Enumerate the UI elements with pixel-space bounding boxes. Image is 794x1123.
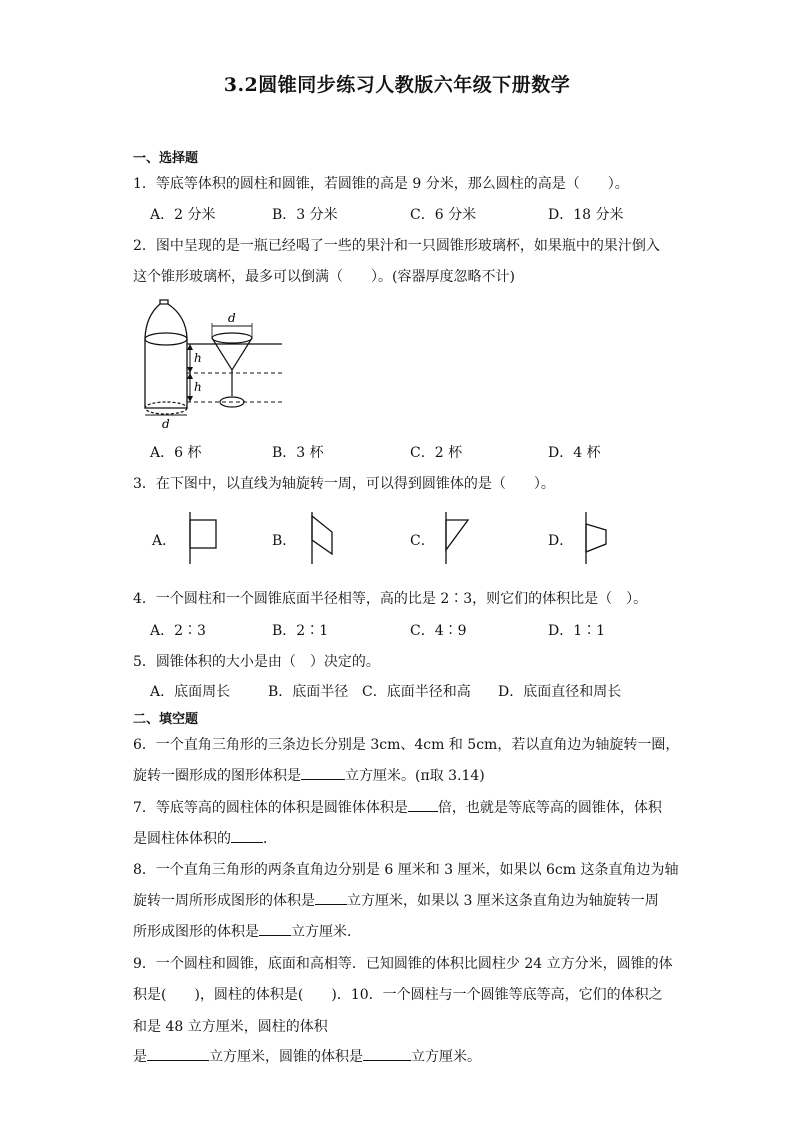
q8-answer-blank-1[interactable] <box>315 890 347 905</box>
q8-text-c: 所形成图形的体积是 <box>133 924 259 940</box>
question-5: 5．圆锥体积的大小是由（ ）决定的。 <box>133 654 380 670</box>
q10-answer-blank-2[interactable] <box>363 1046 411 1061</box>
page-title: 3.2圆锥同步练习人教版六年级下册数学 <box>223 74 571 96</box>
question-1: 1．等底等体积的圆柱和圆锥，若圆锥的高是 9 分米，那么圆柱的高是（ ）。 <box>133 176 629 192</box>
question-4: 4．一个圆柱和一个圆锥底面半径相等，高的比是 2∶3，则它们的体积比是（ ）。 <box>133 591 648 607</box>
q5-option-d: D．底面直径和周长 <box>498 684 622 700</box>
q3-option-c: C． <box>410 533 435 549</box>
q5-option-b: B．底面半径 <box>268 684 349 700</box>
q1-option-d: D．18 分米 <box>548 207 624 223</box>
q4-option-c: C．4∶9 <box>410 623 467 639</box>
q7-answer-blank-2[interactable] <box>231 828 263 843</box>
q7-text-a: 7．等底等高的圆柱体的体积是圆锥体体积是 <box>133 800 408 816</box>
q3-option-d: D． <box>548 533 574 549</box>
cone-diameter-label: d <box>228 311 236 325</box>
q8-text-a: 旋转一周所形成图形的体积是 <box>133 893 315 909</box>
height-label-2: h <box>194 380 202 394</box>
q2-option-d: D．4 杯 <box>548 445 601 461</box>
question-9-line-2: 积是( )，圆柱的体积是( )．10．一个圆柱与一个圆锥等底等高，它们的体积之 <box>133 987 663 1003</box>
question-6-line-2 <box>133 765 485 785</box>
bottle-diameter-label: d <box>162 417 170 431</box>
q10-answer-blank-1[interactable] <box>147 1046 209 1061</box>
q6-text-a: 旋转一圈形成的图形体积是 <box>133 768 301 784</box>
bottle-and-cone-glass-figure <box>140 296 290 431</box>
question-8-line-2 <box>133 890 659 910</box>
q4-option-d: D．1∶1 <box>548 623 606 639</box>
question-7-line-1 <box>133 797 662 817</box>
question-10-line-2 <box>133 1046 481 1066</box>
section-heading-fill-in: 二、填空题 <box>133 712 199 727</box>
q7-text-b: 倍，也就是等底等高的圆锥体，体积 <box>437 800 662 816</box>
question-3: 3．在下图中，以直线为轴旋转一周，可以得到圆锥体的是（ ）。 <box>133 476 555 492</box>
q1-option-c: C．6 分米 <box>410 207 477 223</box>
q2-option-a: A．6 杯 <box>150 445 202 461</box>
question-8-line-3 <box>133 921 361 941</box>
q6-text-b: 立方厘米。(π取 3.14) <box>345 768 485 784</box>
q10-text-c: 立方厘米。 <box>411 1049 481 1065</box>
q4-option-b: B．2∶1 <box>272 623 329 639</box>
q3-figure-b-parallelogram <box>304 510 338 566</box>
q7-text-d: ． <box>263 831 277 847</box>
question-7-line-2 <box>133 828 277 848</box>
q7-text-c: 是圆柱体体积的 <box>133 831 231 847</box>
q2-option-b: B．3 杯 <box>272 445 324 461</box>
q10-text-b: 立方厘米，圆锥的体积是 <box>209 1049 363 1065</box>
q5-option-a: A．底面周长 <box>150 684 231 700</box>
q7-answer-blank-1[interactable] <box>408 797 438 812</box>
q4-option-a: A．2∶3 <box>150 623 206 639</box>
question-8-line-1: 8．一个直角三角形的两条直角边分别是 6 厘米和 3 厘米，如果以 6cm 这条直角边为轴 <box>133 862 679 878</box>
q3-figure-d-trapezoid <box>578 510 612 566</box>
q8-answer-blank-2[interactable] <box>259 921 291 936</box>
q5-option-c: C．底面半径和高 <box>362 684 471 700</box>
q6-answer-blank[interactable] <box>301 765 345 780</box>
q8-text-d: 立方厘米． <box>291 924 361 940</box>
question-9-line-1: 9．一个圆柱和圆锥，底面和高相等．已知圆锥的体积比圆柱少 24 立方分米，圆锥的体 <box>133 956 673 972</box>
q3-option-a: A． <box>152 533 177 549</box>
height-label-1: h <box>194 351 202 365</box>
q8-text-b: 立方厘米，如果以 3 厘米这条直角边为轴旋转一周 <box>347 893 659 909</box>
question-2-line-2: 这个锥形玻璃杯，最多可以倒满（ ）。(容器厚度忽略不计) <box>133 269 515 285</box>
q3-figure-a-rectangle <box>186 510 220 566</box>
question-2-line-1: 2．图中呈现的是一瓶已经喝了一些的果汁和一只圆锥形玻璃杯，如果瓶中的果汁倒入 <box>133 238 660 254</box>
question-6-line-1: 6．一个直角三角形的三条边长分别是 3cm、4cm 和 5cm，若以直角边为轴旋转一圈， <box>133 737 680 753</box>
q2-option-c: C．2 杯 <box>410 445 463 461</box>
section-heading-choice: 一、选择题 <box>133 151 199 166</box>
q1-option-a: A．2 分米 <box>150 207 216 223</box>
q3-option-b: B． <box>272 533 297 549</box>
q1-option-b: B．3 分米 <box>272 207 338 223</box>
q10-text-a: 是 <box>133 1049 147 1065</box>
q3-figure-c-right-triangle <box>440 510 474 566</box>
question-10-line-1: 和是 48 立方厘米，圆柱的体积 <box>133 1019 328 1035</box>
